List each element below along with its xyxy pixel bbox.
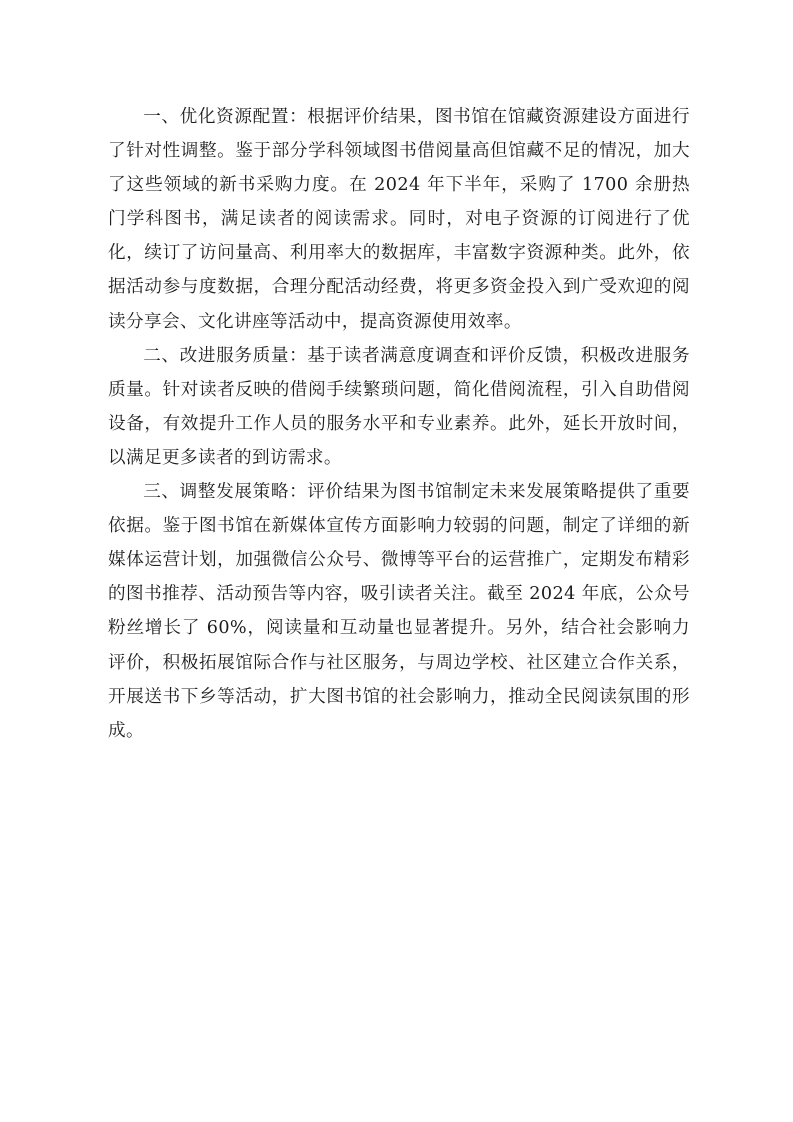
paragraph-resource-allocation: 一、优化资源配置：根据评价结果，图书馆在馆藏资源建设方面进行了针对性调整。鉴于部分学科领域图书借阅量高但馆藏不足的情况，加大了这些领域的新书采购力度。在 2024 年下半年，采购了 1700 余册热门学科图书，满足读者的阅读需求。同时，对电子资源的订阅进行了优化，续订了访问量高、利用率大的数据库，丰富数字资源种类。此外，依据活动参与度数据，合理分配活动经费，将更多资金投入到广受欢迎的阅读分享会、文化讲座等活动中，提高资源使用效率。 bbox=[108, 107, 690, 332]
document-body bbox=[108, 100, 690, 748]
paragraph-service-quality: 二、改进服务质量：基于读者满意度调查和评价反馈，积极改进服务质量。针对读者反映的借阅手续繁琐问题，简化借阅流程，引入自助借阅设备，有效提升工作人员的服务水平和专业素养。此外，延长开放时间，以满足更多读者的到访需求。 bbox=[108, 345, 690, 468]
paragraph-development-strategy: 三、调整发展策略：评价结果为图书馆制定未来发展策略提供了重要依据。鉴于图书馆在新媒体宣传方面影响力较弱的问题，制定了详细的新媒体运营计划，加强微信公众号、微博等平台的运营推广，定期发布精彩的图书推荐、活动预告等内容，吸引读者关注。截至 2024 年底，公众号粉丝增长了 60%，阅读量和互动量也显著提升。另外，结合社会影响力评价，积极拓展馆际合作与社区服务，与周边学校、社区建立合作关系，开展送书下乡等活动，扩大图书馆的社会影响力，推动全民阅读氛围的形成。 bbox=[108, 482, 690, 741]
